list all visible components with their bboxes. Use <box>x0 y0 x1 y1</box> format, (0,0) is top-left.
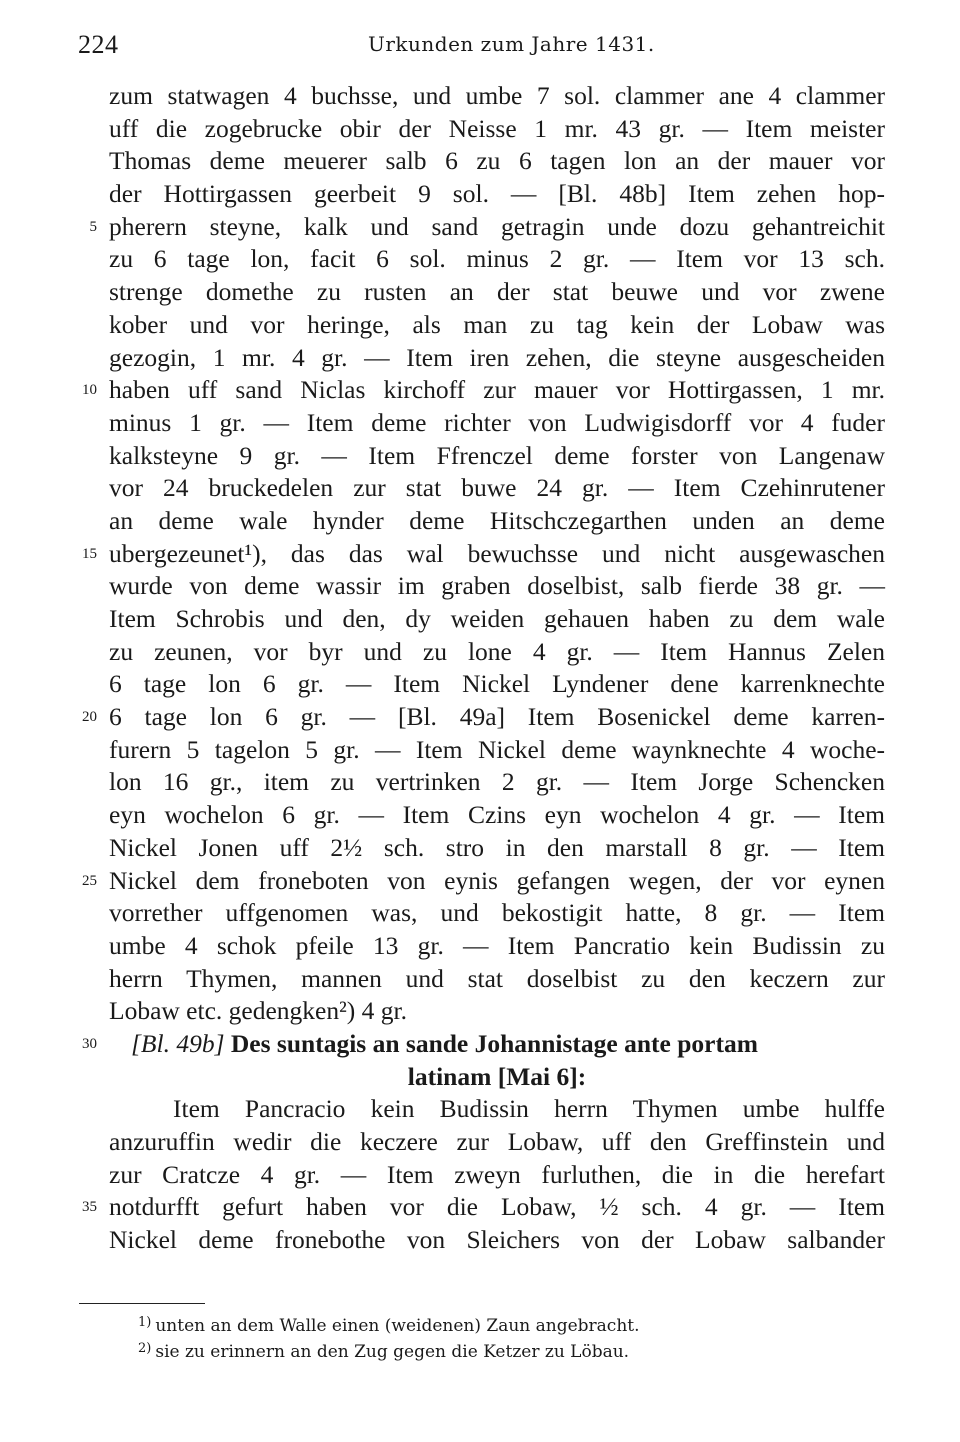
line-number: 5 <box>89 218 97 235</box>
text-line <box>109 963 885 996</box>
text-line <box>109 407 885 440</box>
text-line <box>82 701 885 734</box>
line-text: 6 tage lon 6 gr. — [Bl. 49a] Item Bosenickel deme karren- <box>109 702 885 732</box>
text-line <box>109 145 885 178</box>
text-line <box>109 995 885 1028</box>
line-text: vorrether uffgenomen was, und bekostigit hatte, 8 gr. — Item <box>109 898 885 928</box>
line-text: an deme wale hynder deme Hitschczegarthen unden an deme <box>109 505 885 535</box>
text-line <box>109 636 885 669</box>
line-text: zur Cratcze 4 gr. — Item zweyn furluthen, die in die herefart <box>109 1159 885 1189</box>
line-text: 6 tage lon 6 gr. — Item Nickel Lyndener dene karrenknechte <box>109 669 885 699</box>
text-line <box>82 374 885 407</box>
text-line <box>109 80 885 113</box>
line-text: Lobaw etc. gedengken²) 4 gr. <box>109 996 407 1026</box>
text-line <box>109 276 885 309</box>
text-line <box>109 1126 885 1159</box>
text-line <box>109 799 885 832</box>
text-line <box>109 897 885 930</box>
line-text: der Hottirgassen geerbeit 9 sol. — [Bl. 48b] Item zehen hop- <box>109 179 885 209</box>
text-line <box>82 1191 885 1224</box>
line-text: wurde von deme wassir im graben doselbist, salb fierde 38 gr. — <box>109 571 885 601</box>
folio-reference: [Bl. 49b] <box>131 1028 225 1058</box>
text-line <box>82 865 885 898</box>
text-line <box>109 243 885 276</box>
line-number: 35 <box>82 1199 97 1216</box>
text-line <box>109 668 885 701</box>
line-text: Nickel deme fronebothe von Sleichers von der Lobaw salbander <box>109 1225 885 1255</box>
line-number: 10 <box>82 382 97 399</box>
footnote-text: unten an dem Walle einen (weidenen) Zaun angebracht. <box>155 1316 640 1336</box>
line-text: zu 6 tage lon, facit 6 sol. minus 2 gr. — Item vor 13 sch. <box>109 244 885 274</box>
text-line <box>82 538 885 571</box>
footnote <box>138 1336 758 1362</box>
text-line <box>109 1093 885 1126</box>
line-text: Item Pancracio kein Budissin herrn Thymen umbe hulffe <box>173 1094 885 1124</box>
footnotes <box>138 1310 758 1362</box>
line-text: umbe 4 schok pfeile 13 gr. — Item Pancratio kein Budissin zu <box>109 930 885 960</box>
section-heading <box>82 1028 885 1061</box>
section-title-part-1: Des suntagis an sande Johannistage ante portam <box>230 1028 758 1058</box>
text-line <box>109 1224 885 1257</box>
line-text: zum statwagen 4 buchsse, und umbe 7 sol. clammer ane 4 clammer <box>109 81 885 110</box>
line-number: 25 <box>82 872 97 889</box>
line-text: Item Schrobis und den, dy weiden gehauen haben zu dem wale <box>109 604 885 633</box>
line-text: kalksteyne 9 gr. — Item Ffrenczel deme forster von Langenaw <box>109 440 885 470</box>
text-line <box>109 342 885 375</box>
footnote-separator <box>79 1303 205 1304</box>
line-text: notdurfft gefurt haben vor die Lobaw, ½ sch. 4 gr. — Item <box>109 1192 885 1222</box>
footnote <box>138 1310 758 1336</box>
line-text: uff die zogebrucke obir der Neisse 1 mr. 43 gr. — Item meister <box>109 113 885 143</box>
line-text: vor 24 bruckedelen zur stat buwe 24 gr. — Item Czehinrutener <box>109 473 885 503</box>
line-text: strenge domethe zu rusten an der stat beuwe und vor zwene <box>109 277 885 307</box>
line-text: kober und vor heringe, als man zu tag kein der Lobaw was <box>109 309 885 339</box>
page-header <box>78 30 886 66</box>
text-line <box>109 570 885 603</box>
text-line <box>109 472 885 505</box>
line-text: Nickel Jonen uff 2½ sch. stro in den marstall 8 gr. — Item <box>109 832 885 862</box>
line-text: anzuruffin wedir die keczere zur Lobaw, uff den Greffinstein und <box>109 1127 885 1156</box>
line-text: pherern steyne, kalk und sand getragin unde dozu gehantreichit <box>109 211 885 241</box>
text-line <box>109 505 885 538</box>
page-number: 224 <box>78 30 119 59</box>
line-number: 20 <box>82 709 97 726</box>
line-text: gezogin, 1 mr. 4 gr. — Item iren zehen, die steyne ausgescheiden <box>109 342 885 372</box>
line-number: 30 <box>82 1035 97 1052</box>
footnote-mark: 2) <box>138 1341 152 1356</box>
running-head: Urkunden zum Jahre 1431. <box>368 32 655 56</box>
footnote-mark: 1) <box>138 1315 152 1330</box>
text-line <box>109 178 885 211</box>
text-line <box>109 766 885 799</box>
section-title-part-2: latinam [Mai 6]: <box>407 1061 587 1091</box>
text-line <box>109 930 885 963</box>
line-text: furern 5 tagelon 5 gr. — Item Nickel deme waynknechte 4 woche- <box>109 734 885 764</box>
text-line <box>89 211 885 244</box>
line-number: 15 <box>82 545 97 562</box>
line-text: lon 16 gr., item zu vertrinken 2 gr. — Item Jorge Schencken <box>109 767 885 797</box>
text-line <box>109 603 885 636</box>
line-text: zu zeunen, vor byr und zu lone 4 gr. — Item Hannus Zelen <box>109 636 885 666</box>
line-text: eyn wochelon 6 gr. — Item Czins eyn wochelon 4 gr. — Item <box>109 800 885 830</box>
section-heading-text <box>109 1028 885 1061</box>
text-line <box>109 734 885 767</box>
line-text: ubergezeunet¹), das das wal bewuchsse und nicht ausgewaschen <box>109 538 885 568</box>
footnote-text: sie zu erinnern an den Zug gegen die Ketzer zu Löbau. <box>155 1342 630 1362</box>
line-text: minus 1 gr. — Item deme richter von Ludwigisdorff vor 4 fuder <box>109 407 885 437</box>
section-heading-continued <box>109 1061 885 1094</box>
line-text: haben uff sand Niclas kirchoff zur mauer vor Hottirgassen, 1 mr. <box>109 375 885 405</box>
text-line <box>109 113 885 146</box>
line-text: herrn Thymen, mannen und stat doselbist zu den keczern zur <box>109 963 885 993</box>
text-line <box>109 309 885 342</box>
text-line <box>109 832 885 865</box>
line-text: Nickel dem froneboten von eynis gefangen wegen, der vor eynen <box>109 865 885 895</box>
text-line <box>109 1159 885 1192</box>
line-text: Thomas deme meuerer salb 6 zu 6 tagen lon an der mauer vor <box>109 146 885 176</box>
body-text <box>82 80 885 1257</box>
text-line <box>109 440 885 473</box>
